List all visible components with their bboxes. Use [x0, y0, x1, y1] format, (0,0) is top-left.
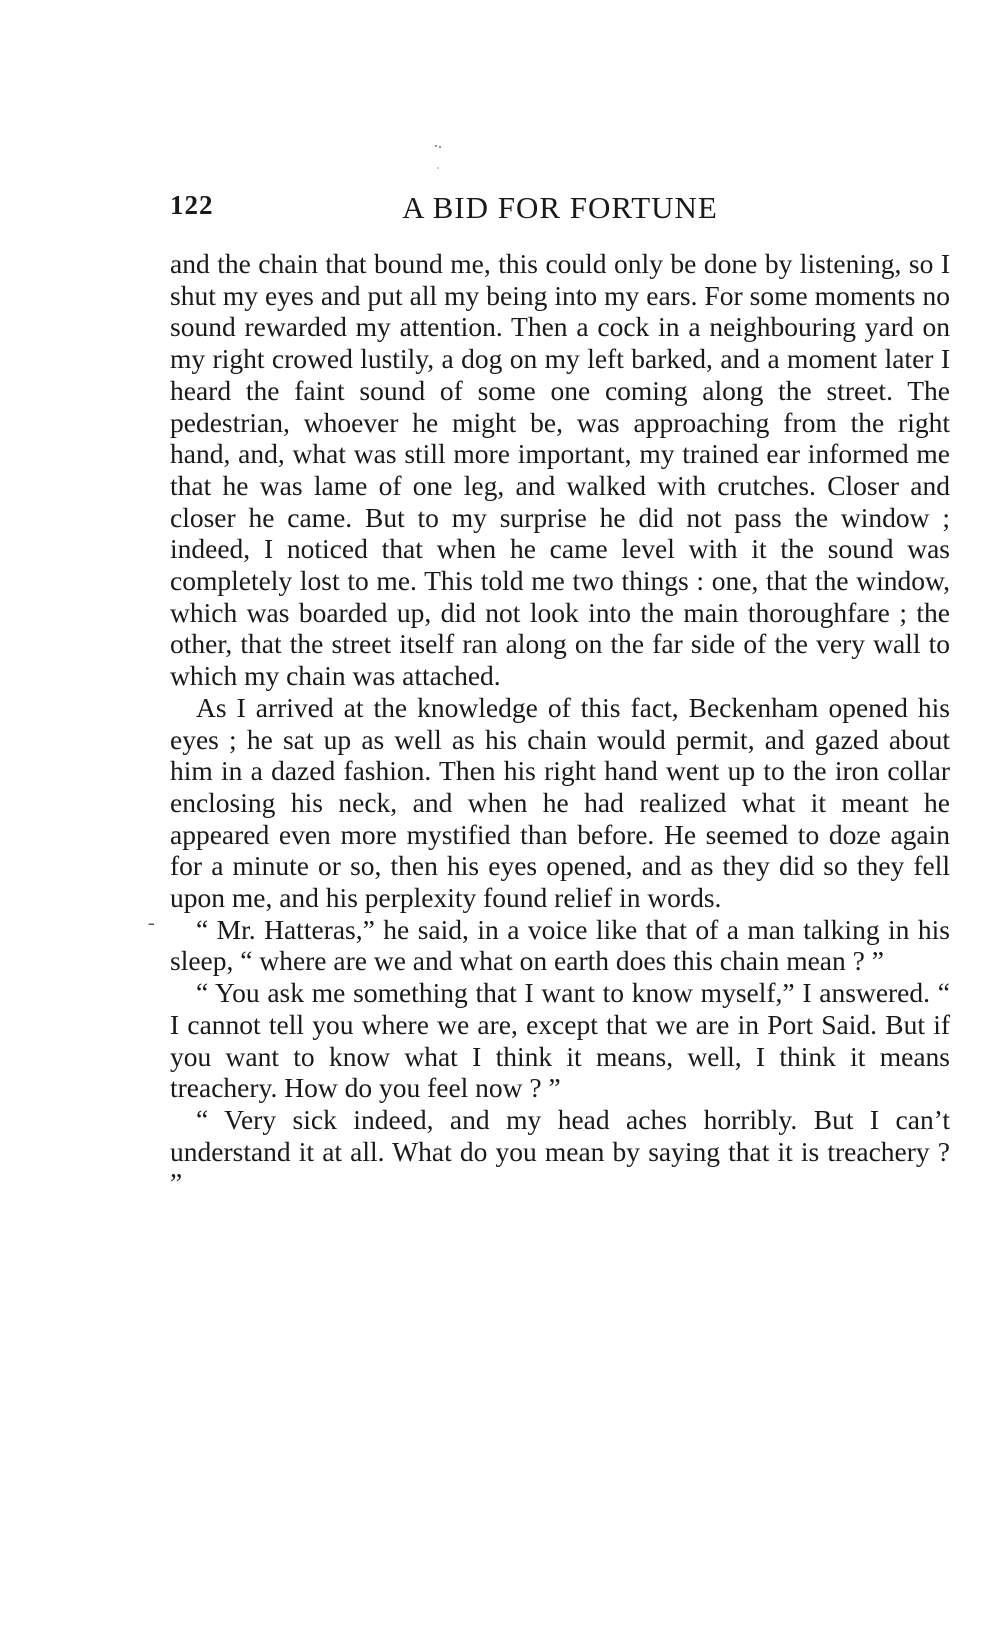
paragraph: “ Very sick indeed, and my head aches horribly. But I can’t understand it at all. What do you mean by saying that it is treachery ? ”: [170, 1103, 950, 1199]
body-text: [170, 248, 950, 1199]
margin-mark: -: [148, 912, 155, 934]
running-title: A BID FOR FORTUNE: [402, 190, 718, 225]
paragraph: “ Mr. Hatteras,” he said, in a voice like that of a man talking in his sleep, “ where are we and what on earth does this chain mean ? ”: [170, 913, 950, 977]
paragraph: “ You ask me something that I want to know myself,” I answered. “ I cannot tell you where we are, except that we are in Port Said. But if you want to know what I think it means, well, I think it means treachery. How do you feel now ? ”: [170, 977, 950, 1104]
running-head: [170, 190, 950, 238]
paragraph: As I arrived at the knowledge of this fact, Beckenham opened his eyes ; he sat up as well as his chain would permit, and gazed about him in a dazed fashion. Then his right hand went up to the iron collar enclosing his neck, and when he had realized what it meant he appeared even more mystified than before. He seemed to doze again for a minute or so, then his eyes opened, and as they did so they fell upon me, and his perplexity found relief in words.: [170, 691, 950, 914]
paragraph: and the chain that bound me, this could only be done by listening, so I shut my eyes and put all my being into my ears. For some moments no sound rewarded my attention. Then a cock in a neighbouring yard on my right crowed lustily, a dog on my left barked, and a moment later I heard the faint sound of some one coming along the street. The pedestrian, whoever he might be, was approaching from the right hand, and, what was still more important, my trained ear informed me that he was lame of one leg, and walked with crutches. Closer and closer he came. But to my surprise he did not pass the window ; indeed, I noticed that when he came level with it the sound was completely lost to me. This told me two things : one, that the window, which was boarded up, did not look into the main thoroughfare ; the other, that the street itself ran along on the far side of the very wall to which my chain was attached.: [170, 248, 950, 692]
print-speck: [430, 140, 450, 170]
page-number: 122: [170, 190, 214, 220]
